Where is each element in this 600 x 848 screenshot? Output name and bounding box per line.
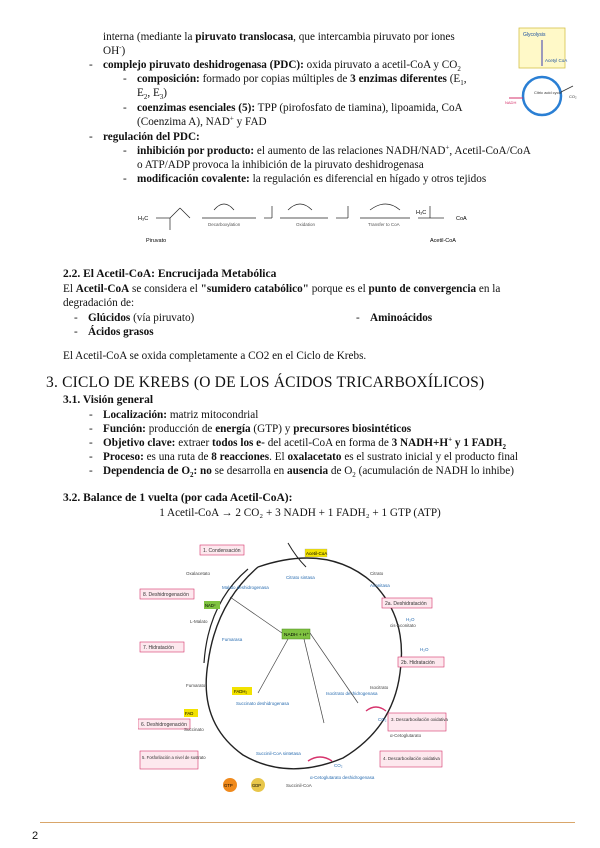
enzyme-succinate-dh: Succinato deshidrogenasa	[236, 701, 290, 706]
metabolite-cis-aconitate: cis-Aconitato	[390, 623, 416, 628]
gtp-label: GTP	[224, 783, 233, 788]
enzyme-fumarase: Fumarasa	[222, 637, 243, 642]
gdp-label: GDP	[252, 783, 262, 788]
enzyme-malate-dh: Malato deshidrogenasa	[222, 585, 269, 590]
step4-label: 4. Descarboxilación oxidativa	[383, 756, 440, 761]
acetylcoa-mini-label: Acetyl CoA	[545, 58, 568, 63]
footer-rule	[40, 822, 575, 823]
pdc-coenzimas: - coenzimas esenciales (5): TPP (pirofosfato de tiamina), lipoamida, CoA (Coenzima A), NAD+ y FAD	[137, 101, 502, 129]
citric-cycle-circle	[523, 77, 561, 115]
convergence-item-acidos-grasos: - Ácidos grasos	[88, 325, 154, 339]
krebs-localizacion: - Localización: matriz mitocondrial	[103, 408, 258, 422]
metabolite-oxaloacetate: Oxalacetato	[186, 571, 211, 576]
acetylcoa-label: Acetil-CoA	[430, 238, 456, 244]
fad-label: FAD	[185, 711, 194, 716]
pdc-complejo: - complejo piruvato deshidrogenasa (PDC): oxida piruvato a acetil-CoA y $CO_2$	[103, 58, 503, 72]
convergence-item-aminoacidos: - Aminoácidos	[370, 311, 432, 325]
enzyme-akg-dh: α-Cetoglutarato deshidrogenasa	[310, 775, 375, 780]
step5-label: 5. Fosforilación a nivel de sustrato	[142, 755, 206, 760]
step2b-label: 2b. Hidratación	[401, 660, 435, 666]
pdc-modificacion: - modificación covalente: la regulación es diferencial en hígado y otros tejidos	[137, 172, 577, 186]
section-2-2-closing: El Acetil-CoA se oxida completamente a CO2 en el Ciclo de Krebs.	[63, 350, 367, 362]
oxidation-label: Oxidation	[296, 222, 316, 227]
nad-label: NAD⁺	[205, 603, 217, 608]
step8-label: 8. Deshidrogenación	[143, 592, 189, 598]
step7-label: 7. Hidratación	[143, 645, 174, 651]
krebs-objetivo: - Objetivo clave: extraer todos los e- del acetil-CoA en forma de 3 NADH+H+ y 1 $FADH_2$	[103, 436, 573, 450]
pdc-inhibicion: - inhibición por producto: el aumento de las relaciones NADH/NAD+, Acetil-CoA/CoA o ATP/ADP provoca la inhibición de la piruvato deshidrogenasa	[137, 144, 577, 172]
krebs-funcion: - Función: producción de energía (GTP) y precursores biosintéticos	[103, 422, 411, 436]
nadh-central-label: NADH + H⁺	[284, 633, 310, 638]
enzyme-succinyl-syn: Succinil-CoA sintetasa	[256, 751, 301, 756]
metabolite-fumarate: Fumarato	[186, 683, 206, 688]
glycolysis-label: Glycolysis	[523, 32, 546, 38]
coa-label: CoA	[456, 216, 467, 222]
step3-label: 3. Descarboxilación oxidativa	[391, 717, 448, 722]
step2a-label: 2a. Deshidratación	[385, 601, 427, 607]
section-2-2-title: 2.2. El Acetil-CoA: Encrucijada Metabólica	[63, 268, 277, 280]
svg-text:H₃C: H₃C	[138, 216, 149, 222]
page-number: 2	[32, 830, 39, 842]
step6-label: 6. Deshidrogenación	[141, 722, 187, 728]
convergence-item-glucidos: - Glúcidos (vía piruvato)	[88, 311, 194, 325]
pdc-reaction-scheme	[138, 190, 498, 248]
krebs-dependencia: - Dependencia de $O_2$: no se desarrolla en ausencia de $O_2$ (acumulación de NADH lo inhibe)	[103, 464, 573, 478]
krebs-proceso: - Proceso: es una ruta de 8 reacciones. El oxalacetato es el sustrato inicial y el producto final	[103, 450, 573, 464]
section-3-2-title: 3.2. Balance de 1 vuelta (por cada Acetil-CoA):	[63, 492, 293, 504]
enzyme-citrate-synthase: Citrato sintasa	[286, 575, 315, 580]
h2o-in: H₂O	[420, 647, 429, 652]
fadh2-label: FADH₂	[234, 689, 248, 694]
citric-cycle-label: Citric acid cycle	[534, 90, 562, 95]
h2o-out: H₂O	[406, 617, 415, 622]
metabolite-succinate: Succinato	[184, 727, 204, 732]
krebs-balance-equation: 1 Acetil-CoA → 2 CO₂ + 3 NADH + 1 FADH₂ + 1 GTP (ATP)	[159, 507, 441, 519]
metabolite-malate: L-Malato	[190, 619, 208, 624]
metabolite-citrate: Citrato	[370, 571, 384, 576]
decarboxylation-label: Decarboxylation	[208, 222, 241, 227]
transfer-label: Transfer to CoA	[368, 222, 400, 227]
metabolite-isocitrate: Isocitrato	[370, 685, 389, 690]
metabolite-succinyl: Succinil-CoA	[286, 783, 312, 788]
co2-mini-label: CO₂	[569, 94, 577, 99]
pyruvate-label: Piruvato	[146, 238, 167, 244]
section-2-2-paragraph: El Acetil-CoA se considera el "sumidero catabólico" porque es el punto de convergencia en la degradación de:	[63, 283, 501, 309]
section-3-1-title: 3.1. Visión general	[63, 394, 154, 406]
pdc-intro: interna (mediante la piruvato translocasa, que intercambia piruvato por iones OH-)	[103, 31, 455, 57]
metabolite-akg: α-Cetoglutarato	[390, 733, 422, 738]
metabolism-mini-diagram	[505, 26, 585, 126]
section-3-title: 3. CICLO DE KREBS (O DE LOS ÁCIDOS TRICARBOXÍLICOS)	[46, 374, 485, 391]
krebs-cycle-diagram	[138, 523, 478, 801]
pdc-regulacion: - regulación del PDC:	[103, 130, 200, 144]
nadh-mini-label: NADH	[505, 100, 517, 105]
co2-out-1: CO₂	[378, 717, 387, 722]
co2-out-2: CO₂	[334, 763, 343, 768]
acetylcoa-in-label: Acetil-CoA	[306, 551, 328, 556]
step1-label: 1. Condensación	[203, 548, 241, 554]
enzyme-aconitase: Aconitasa	[370, 583, 390, 588]
step3-box	[388, 713, 446, 731]
step5-box	[140, 751, 198, 769]
pdc-composicion: - composición: formado por copias múltiples de 3 enzimas diferentes ($E_1$, $E_2$, $E_3$)	[137, 72, 502, 100]
svg-text:H₃C: H₃C	[416, 210, 427, 216]
enzyme-isocitrate-dh: Isocitrato deshidrogenasa	[326, 691, 378, 696]
